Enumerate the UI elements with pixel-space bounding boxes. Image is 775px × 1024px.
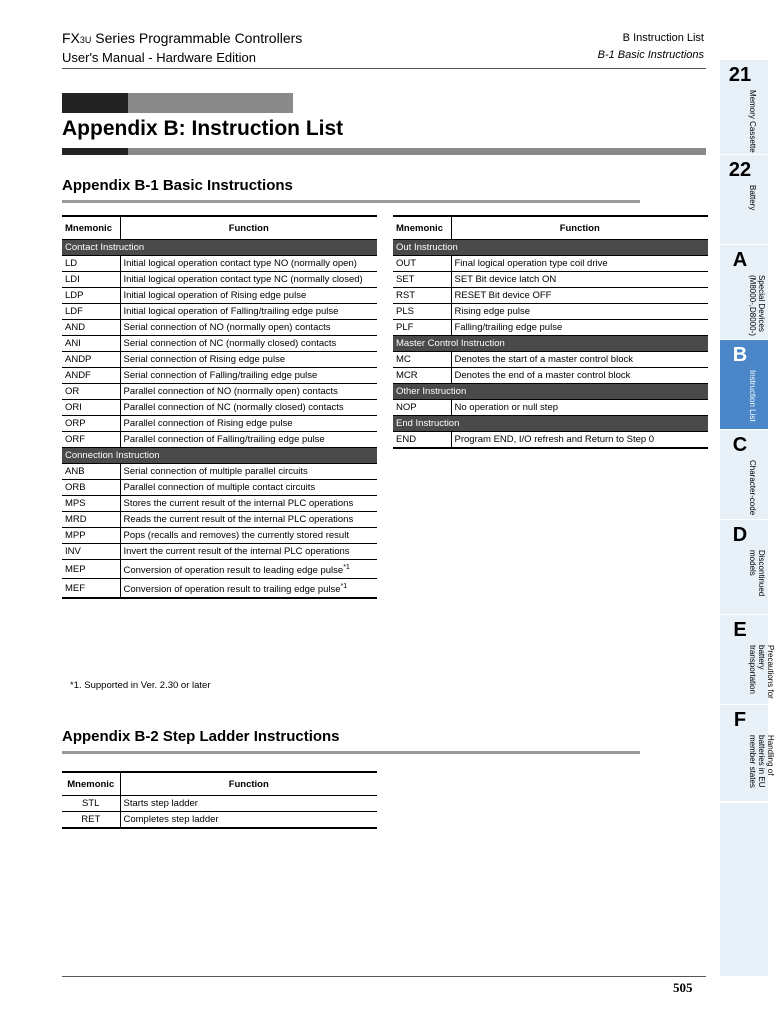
side-tab-e[interactable] bbox=[720, 615, 775, 706]
tab-label: Memory Cassette bbox=[748, 90, 757, 153]
tab-letter: F bbox=[733, 709, 747, 731]
section-name: B Instruction List bbox=[622, 32, 704, 44]
category-label: Connection Instruction bbox=[62, 448, 377, 464]
function-cell bbox=[451, 256, 708, 272]
tab-letter: A bbox=[732, 249, 748, 271]
mnemonic-cell: AND bbox=[62, 320, 120, 336]
instruction-row bbox=[62, 480, 377, 496]
function-text: Initial logical operation contact type NC (normally closed) bbox=[123, 274, 363, 285]
function-text: Denotes the start of a master control block bbox=[454, 354, 633, 365]
tab-letter: 21 bbox=[728, 64, 752, 86]
mnemonic-cell: MPP bbox=[62, 528, 120, 544]
category-row bbox=[62, 448, 377, 464]
function-text: Invert the current result of the internal PLC operations bbox=[123, 546, 350, 557]
tab-letter: 22 bbox=[728, 159, 752, 181]
side-tab-d[interactable] bbox=[720, 520, 768, 616]
mnemonic-cell: INV bbox=[62, 544, 120, 560]
mnemonic-cell: ANDP bbox=[62, 352, 120, 368]
instruction-row bbox=[62, 544, 377, 560]
function-text: Parallel connection of Rising edge pulse bbox=[123, 418, 293, 429]
function-cell bbox=[120, 400, 377, 416]
instruction-row bbox=[62, 256, 377, 272]
instruction-row bbox=[393, 288, 708, 304]
title-rule-dark bbox=[62, 148, 128, 155]
function-text: Serial connection of NC (normally closed) contacts bbox=[123, 338, 337, 349]
tab-letter: B bbox=[732, 344, 748, 366]
function-text: Reads the current result of the internal PLC operations bbox=[123, 514, 354, 525]
category-row bbox=[393, 384, 708, 400]
mnemonic-cell: PLS bbox=[393, 304, 451, 320]
mnemonic-cell: ORP bbox=[62, 416, 120, 432]
instruction-row bbox=[393, 352, 708, 368]
mnemonic-cell: MPS bbox=[62, 496, 120, 512]
function-cell bbox=[120, 579, 377, 599]
title-bar-gray bbox=[128, 93, 293, 113]
function-cell bbox=[120, 256, 377, 272]
function-text: Rising edge pulse bbox=[454, 306, 531, 317]
tab-letter: C bbox=[732, 434, 748, 456]
mnemonic-cell: PLF bbox=[393, 320, 451, 336]
mnemonic-cell: ORI bbox=[62, 400, 120, 416]
tab-label: Special Devices (M8000-,D8000-) bbox=[748, 275, 766, 336]
function-text: SET Bit device latch ON bbox=[454, 274, 557, 285]
function-text: Completes step ladder bbox=[123, 814, 219, 825]
tab-label: Character-code bbox=[748, 460, 757, 516]
mnemonic-header: Mnemonic bbox=[62, 216, 120, 240]
footnote-marker: *1 bbox=[343, 564, 350, 571]
mnemonic-cell: LDF bbox=[62, 304, 120, 320]
function-cell bbox=[120, 544, 377, 560]
title-rule-gray bbox=[128, 148, 706, 155]
mnemonic-cell: MRD bbox=[62, 512, 120, 528]
instruction-row bbox=[393, 320, 708, 336]
function-cell bbox=[120, 812, 377, 829]
mnemonic-cell: NOP bbox=[393, 400, 451, 416]
function-text: Parallel connection of Falling/trailing edge pulse bbox=[123, 434, 325, 445]
mnemonic-cell: MEF bbox=[62, 579, 120, 599]
function-cell bbox=[120, 528, 377, 544]
instruction-row bbox=[62, 352, 377, 368]
function-cell bbox=[120, 384, 377, 400]
function-cell bbox=[120, 368, 377, 384]
mnemonic-cell: MEP bbox=[62, 560, 120, 579]
instruction-row bbox=[62, 579, 377, 599]
instruction-row bbox=[62, 560, 377, 579]
function-cell bbox=[120, 512, 377, 528]
mnemonic-cell: OUT bbox=[393, 256, 451, 272]
instruction-row bbox=[62, 368, 377, 384]
function-cell bbox=[451, 288, 708, 304]
function-cell bbox=[120, 272, 377, 288]
mnemonic-cell: ORB bbox=[62, 480, 120, 496]
function-cell bbox=[451, 432, 708, 449]
basic-instructions-table-right bbox=[393, 215, 708, 449]
tab-label: Instruction List bbox=[748, 370, 757, 422]
category-row bbox=[393, 416, 708, 432]
side-tab-f[interactable] bbox=[720, 705, 775, 803]
function-text: Falling/trailing edge pulse bbox=[454, 322, 563, 333]
step-ladder-table bbox=[62, 771, 377, 829]
function-cell bbox=[451, 304, 708, 320]
mnemonic-cell: STL bbox=[62, 796, 120, 812]
instruction-row bbox=[62, 304, 377, 320]
category-label: Other Instruction bbox=[393, 384, 708, 400]
function-cell bbox=[451, 368, 708, 384]
instruction-row bbox=[393, 272, 708, 288]
mnemonic-cell: LD bbox=[62, 256, 120, 272]
function-text: Initial logical operation of Falling/trailing edge pulse bbox=[123, 306, 339, 317]
subsection-name: B-1 Basic Instructions bbox=[597, 49, 704, 61]
function-cell bbox=[451, 320, 708, 336]
mnemonic-cell: ORF bbox=[62, 432, 120, 448]
mnemonic-header: Mnemonic bbox=[62, 772, 120, 796]
b1-title: Appendix B-1 Basic Instructions bbox=[62, 177, 293, 194]
function-cell bbox=[120, 496, 377, 512]
instruction-row bbox=[62, 400, 377, 416]
side-tab-b[interactable] bbox=[720, 340, 768, 431]
instruction-row bbox=[62, 528, 377, 544]
b2-title: Appendix B-2 Step Ladder Instructions bbox=[62, 728, 340, 745]
function-text: Denotes the end of a master control block bbox=[454, 370, 631, 381]
side-tab-22[interactable] bbox=[720, 155, 768, 246]
function-cell bbox=[120, 464, 377, 480]
footnote: *1. Supported in Ver. 2.30 or later bbox=[70, 680, 211, 691]
mnemonic-cell: END bbox=[393, 432, 451, 449]
instruction-row bbox=[393, 432, 708, 449]
instruction-row bbox=[62, 432, 377, 448]
mnemonic-cell: RET bbox=[62, 812, 120, 829]
function-cell bbox=[451, 400, 708, 416]
instruction-row bbox=[393, 256, 708, 272]
function-cell bbox=[120, 288, 377, 304]
section-header bbox=[598, 30, 704, 64]
function-text: Serial connection of Rising edge pulse bbox=[123, 354, 286, 365]
mnemonic-cell: MCR bbox=[393, 368, 451, 384]
function-text: Program END, I/O refresh and Return to Step 0 bbox=[454, 434, 655, 445]
function-cell bbox=[120, 416, 377, 432]
instruction-row bbox=[62, 288, 377, 304]
tab-label: Handling of batteries in EU member states bbox=[748, 735, 775, 788]
title-bar-dark bbox=[62, 93, 128, 113]
category-label: Contact Instruction bbox=[62, 240, 377, 256]
instruction-row bbox=[62, 384, 377, 400]
function-cell bbox=[120, 480, 377, 496]
function-text: Serial connection of NO (normally open) contacts bbox=[123, 322, 331, 333]
instruction-row bbox=[62, 812, 377, 829]
mnemonic-header: Mnemonic bbox=[393, 216, 451, 240]
function-text: Serial connection of Falling/trailing edge pulse bbox=[123, 370, 318, 381]
category-label: Out Instruction bbox=[393, 240, 708, 256]
mnemonic-cell: LDI bbox=[62, 272, 120, 288]
instruction-row bbox=[62, 464, 377, 480]
function-text: Conversion of operation result to trailing edge pulse bbox=[123, 584, 341, 596]
instruction-row bbox=[62, 320, 377, 336]
function-text: Pops (recalls and removes) the currently stored result bbox=[123, 530, 349, 541]
mnemonic-cell: RST bbox=[393, 288, 451, 304]
category-row bbox=[393, 336, 708, 352]
tab-letter: E bbox=[733, 619, 747, 641]
function-cell bbox=[451, 272, 708, 288]
manual-title: User's Manual - Hardware Edition bbox=[62, 50, 256, 65]
instruction-row bbox=[393, 304, 708, 320]
function-text: Parallel connection of multiple contact circuits bbox=[123, 482, 316, 493]
function-cell bbox=[120, 304, 377, 320]
function-text: Initial logical operation contact type NO (normally open) bbox=[123, 258, 357, 269]
tab-label: Battery bbox=[748, 185, 757, 211]
tab-letter: D bbox=[732, 524, 748, 546]
function-text: Starts step ladder bbox=[123, 798, 198, 809]
mnemonic-cell: LDP bbox=[62, 288, 120, 304]
instruction-row bbox=[62, 796, 377, 812]
tab-label: Precautions for battery transportation bbox=[748, 645, 775, 699]
function-text: Stores the current result of the internal PLC operations bbox=[123, 498, 354, 509]
function-text: Conversion of operation result to leading edge pulse bbox=[123, 565, 344, 577]
function-text: Parallel connection of NO (normally open) contacts bbox=[123, 386, 338, 397]
function-cell bbox=[120, 432, 377, 448]
category-row bbox=[62, 240, 377, 256]
b2-rule bbox=[62, 751, 640, 754]
function-text: Initial logical operation of Rising edge pulse bbox=[123, 290, 307, 301]
function-cell bbox=[120, 320, 377, 336]
function-cell bbox=[120, 560, 377, 579]
function-cell bbox=[451, 352, 708, 368]
instruction-row bbox=[62, 336, 377, 352]
b1-rule bbox=[62, 200, 640, 203]
function-cell bbox=[120, 352, 377, 368]
page-number: 505 bbox=[673, 980, 693, 995]
instruction-row bbox=[62, 512, 377, 528]
mnemonic-cell: MC bbox=[393, 352, 451, 368]
mnemonic-cell: ANI bbox=[62, 336, 120, 352]
instruction-row bbox=[62, 416, 377, 432]
side-tab-a[interactable] bbox=[720, 245, 768, 341]
category-row bbox=[393, 240, 708, 256]
function-text: No operation or null step bbox=[454, 402, 559, 413]
document-header bbox=[62, 30, 302, 66]
function-cell bbox=[120, 796, 377, 812]
instruction-row bbox=[62, 272, 377, 288]
product-title: FX3U Series Programmable Controllers bbox=[62, 30, 303, 46]
function-header: Function bbox=[120, 216, 377, 240]
tab-label: Discontinued models bbox=[748, 550, 766, 597]
header-rule bbox=[62, 68, 706, 69]
function-text: Parallel connection of NC (normally closed) contacts bbox=[123, 402, 344, 413]
footnote-marker: *1 bbox=[340, 583, 348, 591]
category-label: Master Control Instruction bbox=[393, 336, 708, 352]
category-label: End Instruction bbox=[393, 416, 708, 432]
footer-rule bbox=[62, 976, 706, 977]
product-subscript: 3U bbox=[79, 35, 92, 45]
side-tab-c[interactable] bbox=[720, 430, 768, 521]
basic-instructions-table-left bbox=[62, 215, 377, 599]
mnemonic-cell: ANDF bbox=[62, 368, 120, 384]
mnemonic-cell: SET bbox=[393, 272, 451, 288]
function-cell bbox=[120, 336, 377, 352]
function-text: Final logical operation type coil drive bbox=[454, 258, 608, 269]
appendix-title: Appendix B: Instruction List bbox=[62, 117, 344, 140]
mnemonic-cell: OR bbox=[62, 384, 120, 400]
side-tab-21[interactable] bbox=[720, 60, 768, 156]
function-header: Function bbox=[451, 216, 708, 240]
instruction-row bbox=[62, 496, 377, 512]
instruction-row bbox=[393, 400, 708, 416]
instruction-row bbox=[393, 368, 708, 384]
mnemonic-cell: ANB bbox=[62, 464, 120, 480]
function-text: RESET Bit device OFF bbox=[454, 290, 552, 301]
function-text: Serial connection of multiple parallel circuits bbox=[123, 466, 308, 477]
function-header: Function bbox=[120, 772, 377, 796]
